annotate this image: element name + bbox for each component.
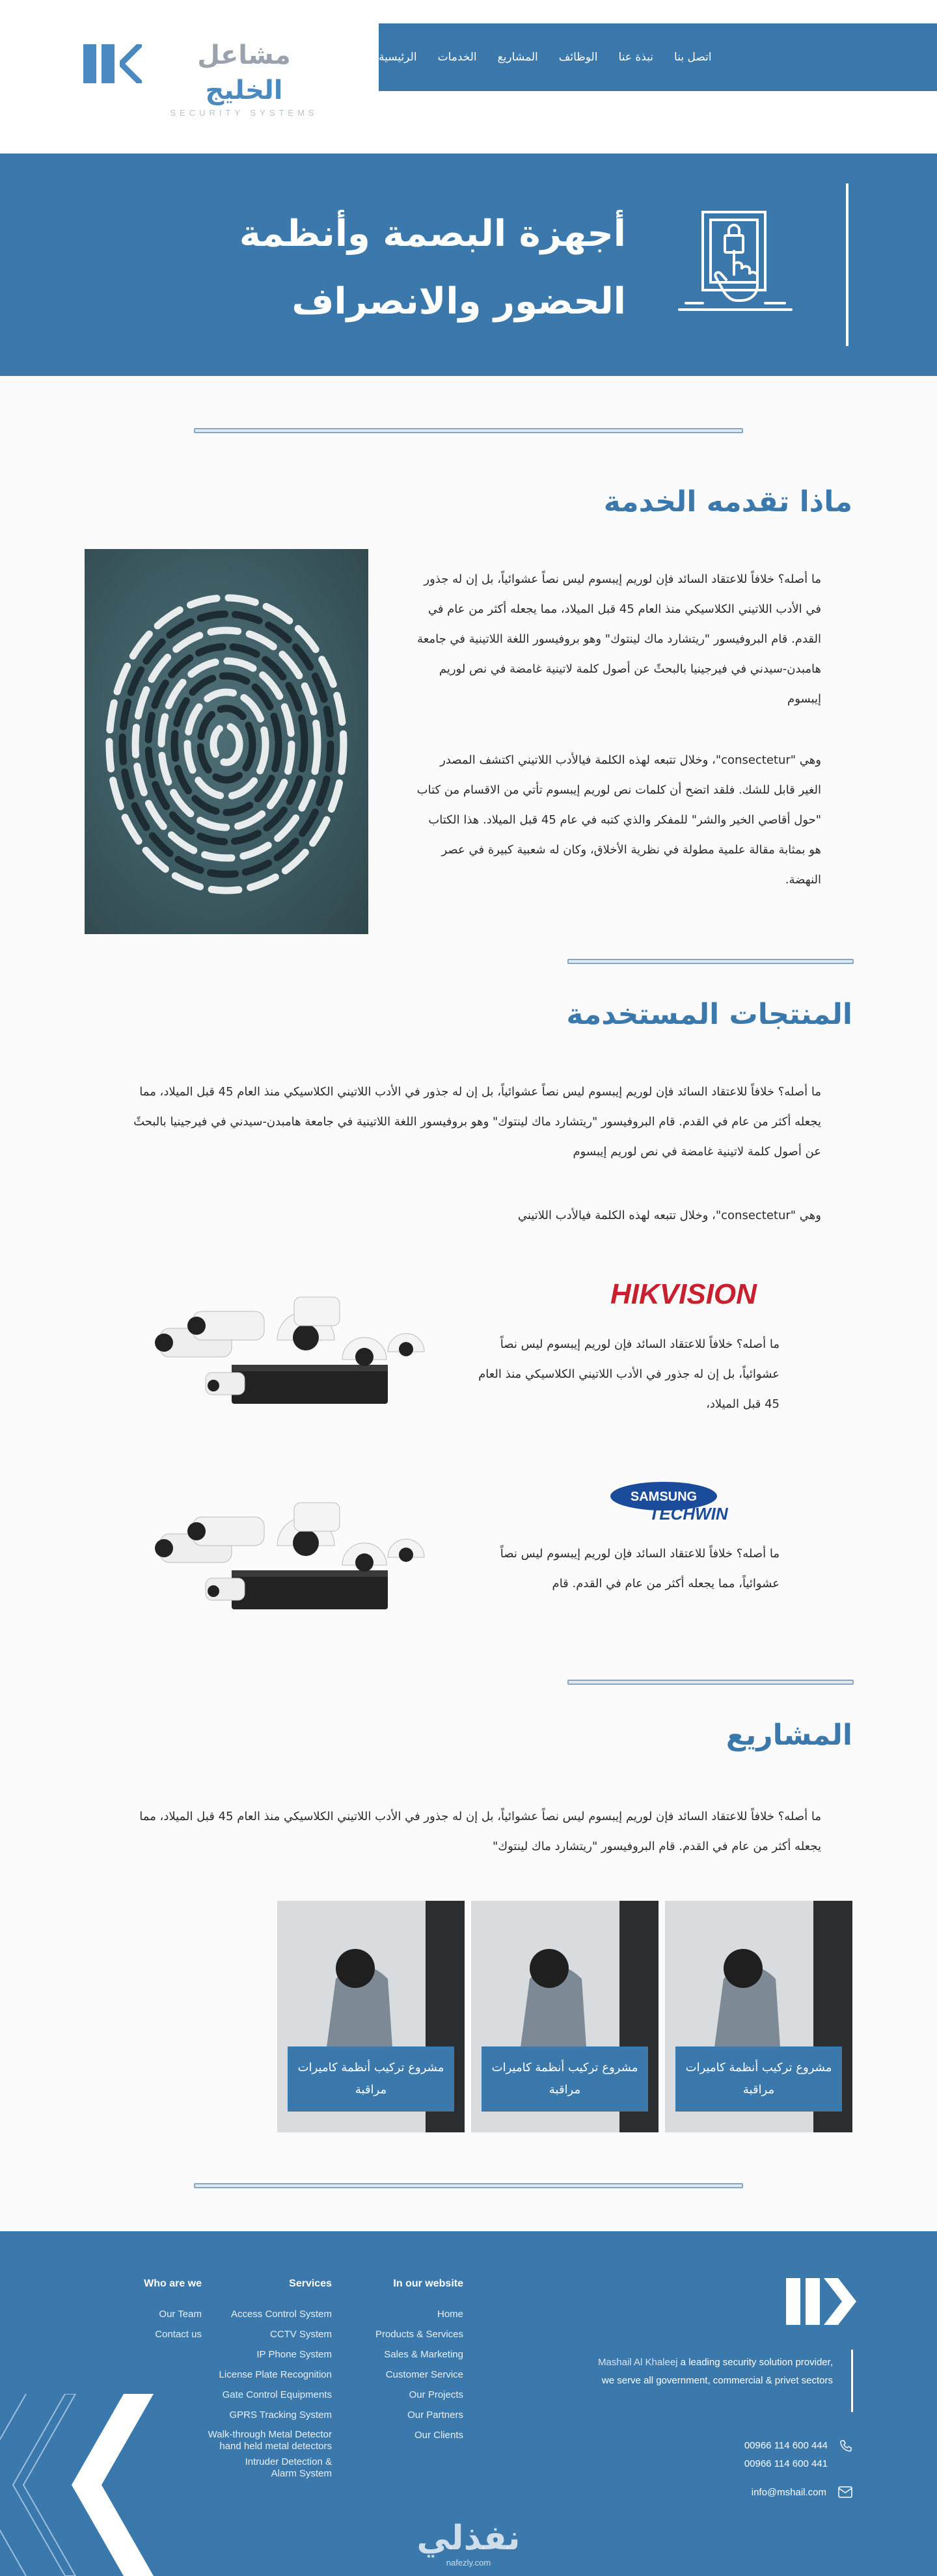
hikvision-logo	[608, 1275, 777, 1311]
footer-about-brand: Mashail Al Khaleej	[597, 2357, 678, 2368]
footer-about-text: a leading security solution provider, we serve all government, commercial & privet sectors	[601, 2357, 833, 2386]
footer-link-license-plate[interactable]: License Plate Recognition	[219, 2369, 332, 2380]
logo-arabic-part2: الخليج	[205, 75, 283, 105]
footer-link-products-services[interactable]: Products & Services	[375, 2329, 463, 2340]
footer-link-cctv[interactable]: CCTV System	[269, 2329, 332, 2340]
hikvision-brand-text: HIKVISION	[610, 1278, 757, 1310]
section-divider	[194, 428, 743, 433]
service-title: ماذا تقدمه الخدمة	[603, 485, 852, 518]
footer-link-intruder-detection[interactable]: Intruder Detection & Alarm System	[245, 2456, 332, 2479]
projects-title: المشاريع	[726, 1719, 852, 1752]
project-card-label: مشروع تركيب أنظمة كاميرات مراقبة	[482, 2046, 648, 2112]
page-title	[223, 200, 626, 336]
nav-jobs[interactable]: الوظائف	[558, 51, 598, 64]
footer-link-access-control[interactable]: Access Control System	[230, 2309, 332, 2320]
nav-projects[interactable]: المشاريع	[497, 51, 538, 64]
phone-icon	[839, 2439, 852, 2452]
nav-home[interactable]: الرئيسية	[379, 51, 417, 64]
products-paragraph-1: ما أصله؟ خلافاً للاعتقاد السائد فإن لوريم إيبسوم ليس نصاً عشوائياً، بل إن له جذور في الأدب اللاتيني الكلاسيكي منذ العام 45 قبل الميلاد، مما يجعله أكثر من عام في القدم. قام البروفيسور "ريتشارد ماك لينتوك" وهو بروفيسور اللغة اللاتينية في جامعة هامبدن-سيدني في فيرجينيا بالبحثً عن أصول كلمة لاتينية غامضة في نص لوريم إيبسوم	[133, 1085, 821, 1159]
section-divider	[567, 1680, 854, 1685]
hero-banner	[0, 154, 937, 376]
footer-phone-1[interactable]: 00966 114 600 444	[744, 2440, 828, 2451]
project-card-label: مشروع تركيب أنظمة كاميرات مراقبة	[675, 2046, 842, 2112]
samsung-techwin-logo	[608, 1479, 770, 1525]
hero-divider-line	[846, 183, 849, 346]
service-paragraph-1: ما أصله؟ خلافاً للاعتقاد السائد فإن لوريم إيبسوم ليس نصاً عشوائياً، بل إن له جذور في الأدب اللاتيني الكلاسيكي منذ العام 45 قبل الميلاد، مما يجعله أكثر من عام في القدم. قام البروفيسور "ريتشارد ماك لينتوك" وهو بروفيسور اللغة اللاتينية في جامعة هامبدن-سيدني في فيرجينيا بالبحثً عن أصول كلمة لاتينية غامضة في نص لوريم إيبسوم	[417, 572, 821, 706]
logo-arabic-part1: مشاعل	[197, 40, 291, 70]
nav-services[interactable]: الخدمات	[437, 51, 477, 64]
mail-icon	[838, 2486, 852, 2498]
footer-email	[752, 2484, 852, 2502]
footer-link-home[interactable]: Home	[437, 2309, 463, 2320]
logo-mark-icon	[83, 42, 146, 86]
footer-about-line	[851, 2350, 853, 2412]
products-paragraph-2: وهي "consectetur"، وخلال تتبعه لهذه الكلمة فيالأدب اللاتيني	[517, 1209, 821, 1222]
footer-phones	[744, 2437, 852, 2473]
watermark	[398, 2519, 539, 2568]
footer-about	[586, 2354, 833, 2390]
techwin-brand-text: TECHWIN	[649, 1504, 728, 1523]
footer-logo-k-icon	[824, 2278, 856, 2325]
logo-text	[156, 38, 332, 118]
footer-email-address[interactable]: info@mshail.com	[751, 2487, 826, 2498]
footer-heading-services: Services	[289, 2278, 332, 2289]
site-header	[0, 0, 937, 154]
footer-heading-who: Who are we	[144, 2278, 202, 2289]
products-title: المنتجات المستخدمة	[566, 998, 852, 1031]
footer-heading-website: In our website	[393, 2278, 463, 2289]
footer-col-website	[364, 2278, 463, 2445]
nav-contact[interactable]: اتصل بنا	[674, 51, 712, 64]
cctv-kit-image	[154, 1288, 446, 1425]
footer-col-services	[195, 2278, 332, 2480]
nav-about[interactable]: نبذة عنا	[618, 51, 654, 64]
footer-phone-2[interactable]: 00966 114 600 441	[744, 2458, 828, 2469]
page-title-line2: الحضور والانصراف	[292, 280, 626, 323]
logo[interactable]	[83, 38, 337, 118]
main-nav	[379, 23, 937, 91]
footer-link-gate-control[interactable]: Gate Control Equipments	[222, 2389, 332, 2400]
page-title-line1: أجهزة البصمة وأنظمة	[239, 213, 626, 255]
footer-link-ip-phone[interactable]: IP Phone System	[256, 2349, 332, 2360]
footer-link-customer-service[interactable]: Customer Service	[385, 2369, 463, 2380]
site-footer	[0, 2231, 937, 2576]
product-text-hikvision: ما أصله؟ خلافاً للاعتقاد السائد فإن لوريم إيبسوم ليس نصاً عشوائياً، بل إن له جذور في الأدب اللاتيني الكلاسيكي منذ العام 45 قبل الميلاد،	[478, 1337, 780, 1411]
chevron-decoration-icon	[0, 2394, 169, 2576]
footer-col-who	[130, 2278, 202, 2344]
section-divider	[567, 959, 854, 964]
service-paragraph-2: وهي "consectetur"، وخلال تتبعه لهذه الكلمة فيالأدب اللاتيني اكتشف المصدر الغير قابل للشك. فلقد اتضح أن كلمات نص لوريم إيبسوم تأتي من الاقسام من كتاب "حول أقاصي الخير والشر" للمفكر والذي كتبه في عام 45 قبل الميلاد. هذا الكتاب هو بمثابة مقالة علمية مطولة في نظرية الأخلاق، وكان له شعبية كبيرة في عصر النهضة.	[416, 753, 821, 887]
cctv-kit-image	[154, 1494, 446, 1630]
footer-link-our-projects[interactable]: Our Projects	[409, 2389, 463, 2400]
footer-link-metal-detector[interactable]: Walk-through Metal Detector hand held metal detectors	[208, 2429, 332, 2452]
watermark-subtext: nafezly.com	[446, 2558, 491, 2568]
footer-link-contact-us[interactable]: Contact us	[155, 2329, 202, 2340]
footer-link-our-team[interactable]: Our Team	[159, 2309, 202, 2320]
projects-paragraph: ما أصله؟ خلافاً للاعتقاد السائد فإن لوريم إيبسوم ليس نصاً عشوائياً، بل إن له جذور في الأدب اللاتيني الكلاسيكي منذ العام 45 قبل الميلاد، مما يجعله أكثر من عام في القدم. قام البروفيسور "ريتشارد ماك لينتوك"	[139, 1810, 821, 1853]
product-text-samsung: ما أصله؟ خلافاً للاعتقاد السائد فإن لوريم إيبسوم ليس نصاً عشوائياً، مما يجعله أكثر من عام في القدم. قام	[500, 1547, 780, 1590]
footer-logo[interactable]	[786, 2278, 856, 2325]
watermark-text: نفذلي	[416, 2519, 521, 2558]
project-card[interactable]	[665, 1901, 852, 2132]
samsung-brand-text: SAMSUNG	[630, 1490, 698, 1504]
fingerprint-door-icon	[677, 206, 794, 323]
footer-link-gprs[interactable]: GPRS Tracking System	[229, 2409, 332, 2421]
project-card[interactable]	[471, 1901, 659, 2132]
section-divider	[194, 2183, 743, 2188]
footer-link-sales-marketing[interactable]: Sales & Marketing	[384, 2349, 463, 2360]
logo-arabic	[156, 38, 332, 108]
fingerprint-art	[85, 549, 368, 934]
logo-english: SECURITY SYSTEMS	[170, 108, 318, 118]
footer-link-our-partners[interactable]: Our Partners	[407, 2409, 463, 2421]
footer-link-our-clients[interactable]: Our Clients	[414, 2430, 463, 2441]
fingerprint-image	[85, 549, 368, 934]
project-card[interactable]	[277, 1901, 465, 2132]
project-card-label: مشروع تركيب أنظمة كاميرات مراقبة	[288, 2046, 454, 2112]
